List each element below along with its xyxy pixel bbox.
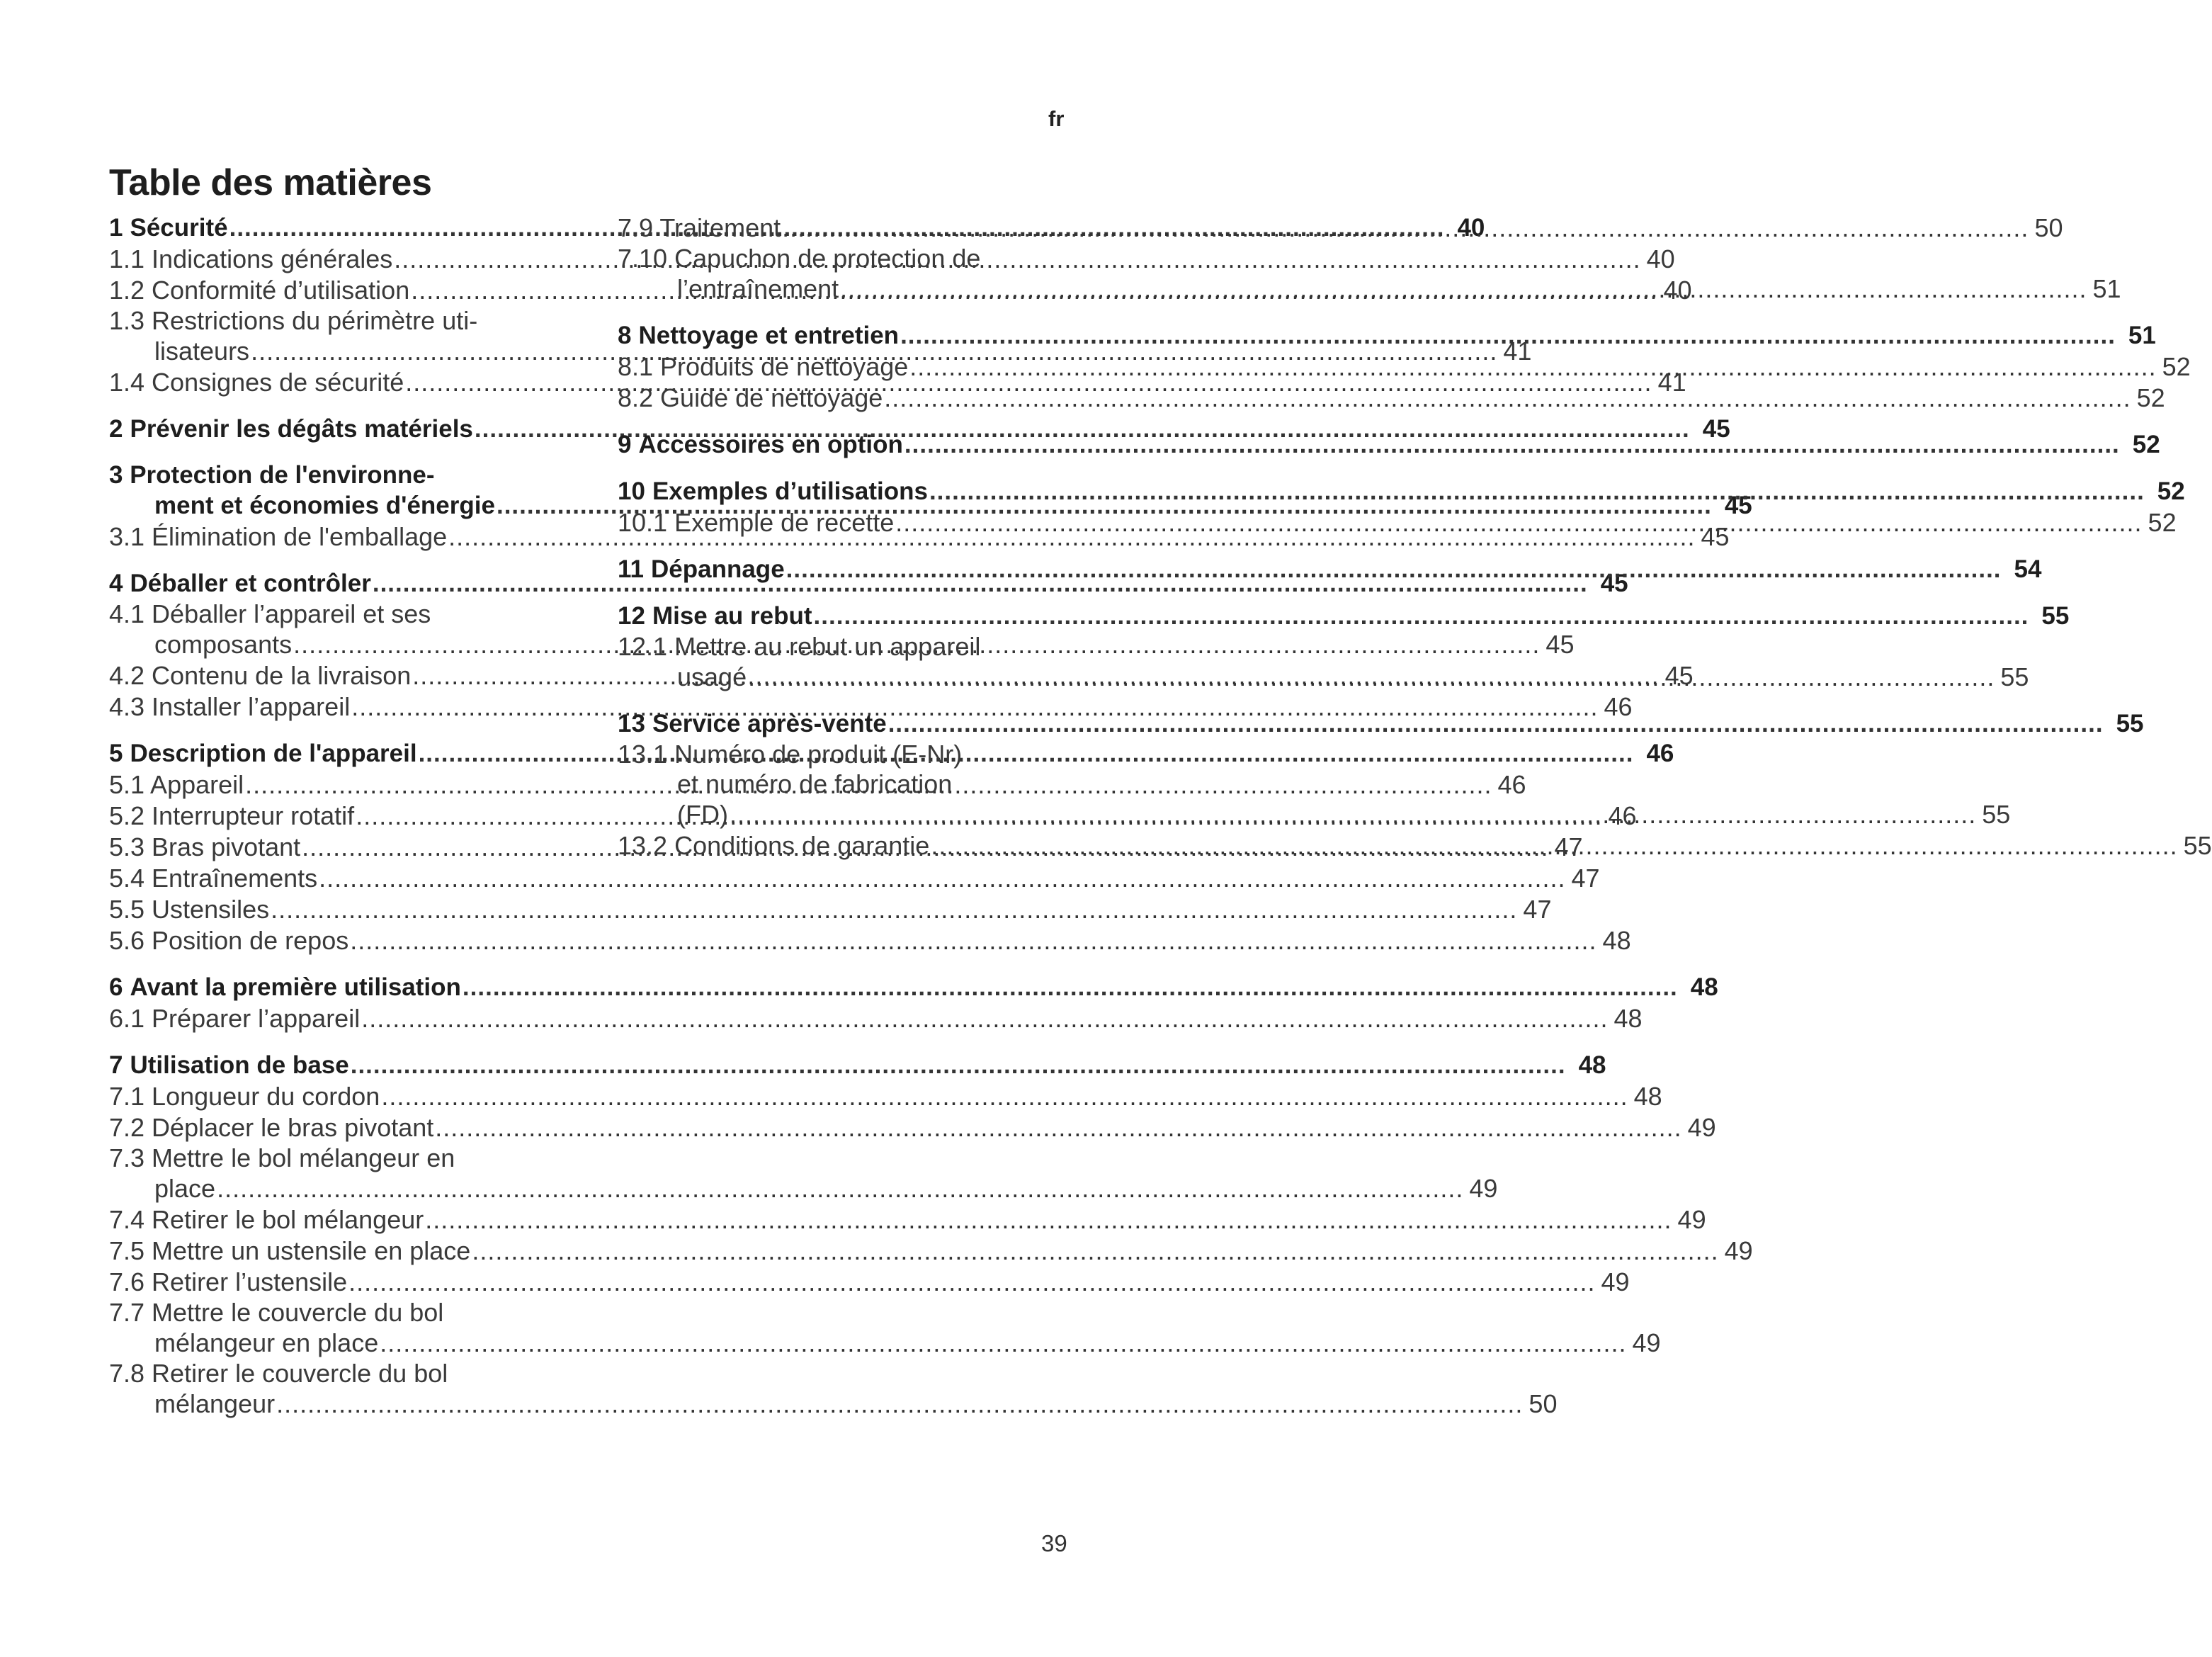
- subsection-label: 5.1 Appareil: [109, 770, 244, 799]
- subsection-page: 49: [1724, 1236, 1753, 1265]
- dot-leader: [271, 894, 1517, 925]
- subsection-row: [109, 1389, 1558, 1420]
- subsection-label: place: [154, 1174, 216, 1203]
- subsection-label: 5.4 Entraînements: [109, 864, 318, 893]
- dot-leader: [814, 601, 2029, 632]
- subsection-page: 48: [1633, 1082, 1662, 1111]
- chapter-row: [109, 1050, 1606, 1081]
- chapter-label: Exemples d’utilisations: [652, 477, 928, 505]
- chapter-number: 4: [109, 570, 123, 597]
- subsection-page: 48: [1602, 926, 1631, 955]
- toc-chapter-heading: [618, 601, 2070, 632]
- chapter-number: 5: [109, 740, 123, 767]
- subsection-label: 13.2 Conditions de garantie: [618, 831, 930, 860]
- chapter-page: 51: [2128, 322, 2156, 349]
- chapter-number: 2: [109, 415, 123, 443]
- subsection-page: 49: [1687, 1113, 1716, 1142]
- chapter-page: 55: [2041, 602, 2070, 630]
- chapter-label: Dépannage: [651, 555, 785, 583]
- subsection-page: 46: [1497, 770, 1526, 799]
- toc-section: [109, 1050, 1753, 1420]
- subsection-page: 50: [1528, 1389, 1558, 1418]
- chapter-label: ment et économies d'énergie: [154, 492, 495, 519]
- subsection-title-line: 13.1 Numéro de produit (E-Nr): [618, 740, 963, 769]
- subsection-page: 45: [1664, 661, 1694, 690]
- dot-leader: [380, 1328, 1626, 1359]
- subsection-label: usagé: [677, 662, 747, 691]
- subsection-title-line: 7.8 Retirer le couvercle du bol: [109, 1359, 448, 1388]
- subsection-page: 48: [1613, 1004, 1643, 1033]
- dot-leader: [435, 1112, 1681, 1143]
- subsection-row: [618, 383, 2165, 414]
- subsection-row: [109, 1328, 1661, 1359]
- chapter-label: Utilisation de base: [130, 1051, 349, 1079]
- subsection-row: [109, 863, 1600, 894]
- toc-chapter-heading: [618, 320, 2156, 351]
- subsection-row: [109, 1112, 1716, 1143]
- subsection-page: 47: [1554, 832, 1583, 861]
- dot-leader: [361, 1003, 1608, 1034]
- chapter-row: [618, 708, 2144, 740]
- chapter-page: 52: [2132, 431, 2160, 458]
- subsection-label: 7.4 Retirer le bol mélangeur: [109, 1205, 424, 1234]
- toc-subsection-list: [109, 1003, 1643, 1034]
- subsection-label: 1.2 Conformité d’utilisation: [109, 276, 410, 305]
- dot-leader: [904, 429, 2120, 460]
- chapter-label: Service après-vente: [652, 710, 887, 737]
- chapter-label: Déballer et contrôler: [130, 570, 371, 597]
- subsection-title-line: 12.1 Mettre au rebut un appareil: [618, 632, 981, 661]
- chapter-title-line: 3 Protection de l'environne-: [109, 461, 435, 489]
- subsection-page: 46: [1604, 692, 1633, 721]
- dot-leader: [900, 320, 2116, 351]
- dot-leader: [884, 383, 2131, 414]
- dot-leader: [931, 830, 2177, 861]
- chapter-label: Nettoyage et entretien: [638, 322, 900, 349]
- chapter-page: 45: [1600, 570, 1628, 597]
- subsection-page: 49: [1601, 1267, 1630, 1296]
- chapter-number: 9: [618, 431, 632, 458]
- page-number: 39: [1041, 1530, 1067, 1556]
- subsection-row: [109, 1173, 1498, 1204]
- subsection-title-line: 1.3 Restrictions du périmètre uti-: [109, 306, 478, 335]
- subsection-label: 10.1 Exemple de recette: [618, 508, 895, 537]
- subsection-label: 8.1 Produits de nettoyage: [618, 352, 909, 381]
- subsection-label: 7.9 Traitement: [618, 213, 781, 242]
- subsection-label: lisateurs: [154, 337, 250, 366]
- subsection-page: 41: [1503, 337, 1532, 366]
- dot-leader: [895, 507, 2142, 538]
- chapter-row: [109, 972, 1718, 1003]
- subsection-page: 51: [2092, 274, 2121, 303]
- subsection-page: 55: [2183, 831, 2212, 860]
- chapter-page: 55: [2116, 710, 2144, 737]
- dot-leader: [276, 1389, 1523, 1420]
- toc-section: [109, 972, 1718, 1034]
- subsection-title-line: 7.10 Capuchon de protection de: [618, 244, 981, 273]
- subsection-page: 52: [2136, 383, 2165, 412]
- language-marker: fr: [1048, 106, 1065, 131]
- chapter-label: Prévenir les dégâts matériels: [130, 415, 473, 443]
- subsection-label: 6.1 Préparer l’appareil: [109, 1004, 361, 1033]
- chapter-label: Accessoires en option: [638, 431, 903, 458]
- dot-leader: [348, 1267, 1595, 1298]
- dot-leader: [748, 662, 1995, 693]
- subsection-row: [109, 1235, 1753, 1267]
- subsection-page: 47: [1523, 895, 1552, 924]
- dot-leader: [730, 799, 1976, 830]
- subsection-page: 55: [1982, 800, 2011, 829]
- subsection-label: 4.3 Installer l’appareil: [109, 692, 351, 721]
- chapter-number: 7: [109, 1051, 123, 1079]
- subsection-label: 5.3 Bras pivotant: [109, 832, 301, 861]
- subsection-title-line: 7.7 Mettre le couvercle du bol: [109, 1298, 444, 1327]
- chapter-page: 45: [1724, 492, 1752, 519]
- subsection-page: 40: [1663, 276, 1692, 305]
- dot-leader: [472, 1235, 1718, 1267]
- subsection-row: [109, 925, 1631, 956]
- subsection-label: mélangeur: [154, 1389, 276, 1418]
- chapter-page: 52: [2157, 477, 2185, 505]
- chapter-number: 10: [618, 477, 645, 505]
- subsection-page: 52: [2162, 352, 2191, 381]
- subsection-label: 7.2 Déplacer le bras pivotant: [109, 1113, 434, 1142]
- subsection-label: 5.2 Interrupteur rotatif: [109, 801, 355, 830]
- subsection-page: 41: [1657, 368, 1686, 397]
- dot-leader: [786, 554, 2002, 585]
- subsection-page: 55: [2000, 662, 2029, 691]
- dot-leader: [888, 708, 2104, 740]
- chapter-number: 13: [618, 710, 645, 737]
- chapter-row: [618, 601, 2070, 632]
- toc-chapter-heading: [109, 972, 1718, 1003]
- chapter-number: 11: [618, 555, 644, 583]
- subsection-page: 40: [1646, 244, 1675, 273]
- subsection-label: l’entraînement: [677, 274, 839, 303]
- subsection-label: composants: [154, 630, 293, 659]
- chapter-page: 48: [1578, 1051, 1606, 1079]
- subsection-label: 5.5 Ustensiles: [109, 895, 270, 924]
- toc-chapter-heading: [109, 1050, 1606, 1081]
- subsection-page: 49: [1632, 1328, 1661, 1357]
- toc-chapter-heading: [618, 708, 2144, 740]
- subsection-row: [109, 894, 1552, 925]
- subsection-title-line: 7.3 Mettre le bol mélangeur en: [109, 1143, 455, 1172]
- page-title: Table des matières: [109, 162, 432, 203]
- chapter-number: 1: [109, 214, 123, 242]
- subsection-label: 7.6 Retirer l’ustensile: [109, 1267, 348, 1296]
- dot-leader: [929, 476, 2145, 507]
- subsection-row: [109, 1003, 1643, 1034]
- dot-leader: [350, 925, 1596, 956]
- subsection-page: 52: [2148, 508, 2177, 537]
- chapter-number: 12: [618, 602, 645, 630]
- subsection-title-line: 4.1 Déballer l’appareil et ses: [109, 599, 431, 628]
- subsection-label: 4.2 Contenu de la livraison: [109, 661, 412, 690]
- dot-leader: [425, 1204, 1672, 1235]
- dot-leader: [381, 1081, 1628, 1112]
- chapter-page: 46: [1646, 740, 1674, 767]
- subsection-label: 5.6 Position de repos: [109, 926, 349, 955]
- subsection-row: [109, 1267, 1630, 1298]
- chapter-page: 54: [2014, 555, 2042, 583]
- subsection-label: (FD): [677, 800, 728, 829]
- subsection-page: 50: [2034, 213, 2063, 242]
- chapter-page: 48: [1690, 973, 1718, 1001]
- chapter-row: [618, 320, 2156, 351]
- subsection-page: 46: [1608, 801, 1637, 830]
- chapter-label: Description de l'appareil: [130, 740, 417, 767]
- subsection-page: 47: [1571, 864, 1600, 893]
- subsection-page: 45: [1545, 630, 1575, 659]
- subsection-label: 3.1 Élimination de l'emballage: [109, 522, 448, 551]
- chapter-number: 8: [618, 322, 632, 349]
- subsection-title-line: et numéro de fabrication: [677, 769, 953, 798]
- chapter-number: 6: [109, 973, 123, 1001]
- dot-leader: [909, 351, 2156, 383]
- subsection-label: 7.1 Longueur du cordon: [109, 1082, 380, 1111]
- subsection-label: 1.4 Consignes de sécurité: [109, 368, 404, 397]
- dot-leader: [840, 273, 2087, 305]
- subsection-page: 45: [1701, 522, 1730, 551]
- subsection-row: [109, 691, 1633, 723]
- chapter-label: Avant la première utilisation: [130, 973, 461, 1001]
- chapter-page: 45: [1702, 415, 1730, 443]
- subsection-page: 49: [1677, 1205, 1706, 1234]
- dot-leader: [217, 1173, 1463, 1204]
- subsection-label: 7.5 Mettre un ustensile en place: [109, 1236, 471, 1265]
- subsection-page: 49: [1469, 1174, 1498, 1203]
- chapter-label: Mise au rebut: [652, 602, 812, 630]
- chapter-label: Sécurité: [130, 214, 228, 242]
- toc-subsection-list: [109, 1081, 1753, 1420]
- dot-leader: [782, 213, 2029, 244]
- subsection-label: 8.2 Guide de nettoyage: [618, 383, 883, 412]
- subsection-label: 1.1 Indications générales: [109, 244, 393, 273]
- subsection-label: mélangeur en place: [154, 1328, 379, 1357]
- subsection-row: [109, 1081, 1662, 1112]
- dot-leader: [463, 972, 1678, 1003]
- dot-leader: [351, 1050, 1566, 1081]
- subsection-row: [109, 1204, 1706, 1235]
- chapter-page: 40: [1457, 214, 1485, 242]
